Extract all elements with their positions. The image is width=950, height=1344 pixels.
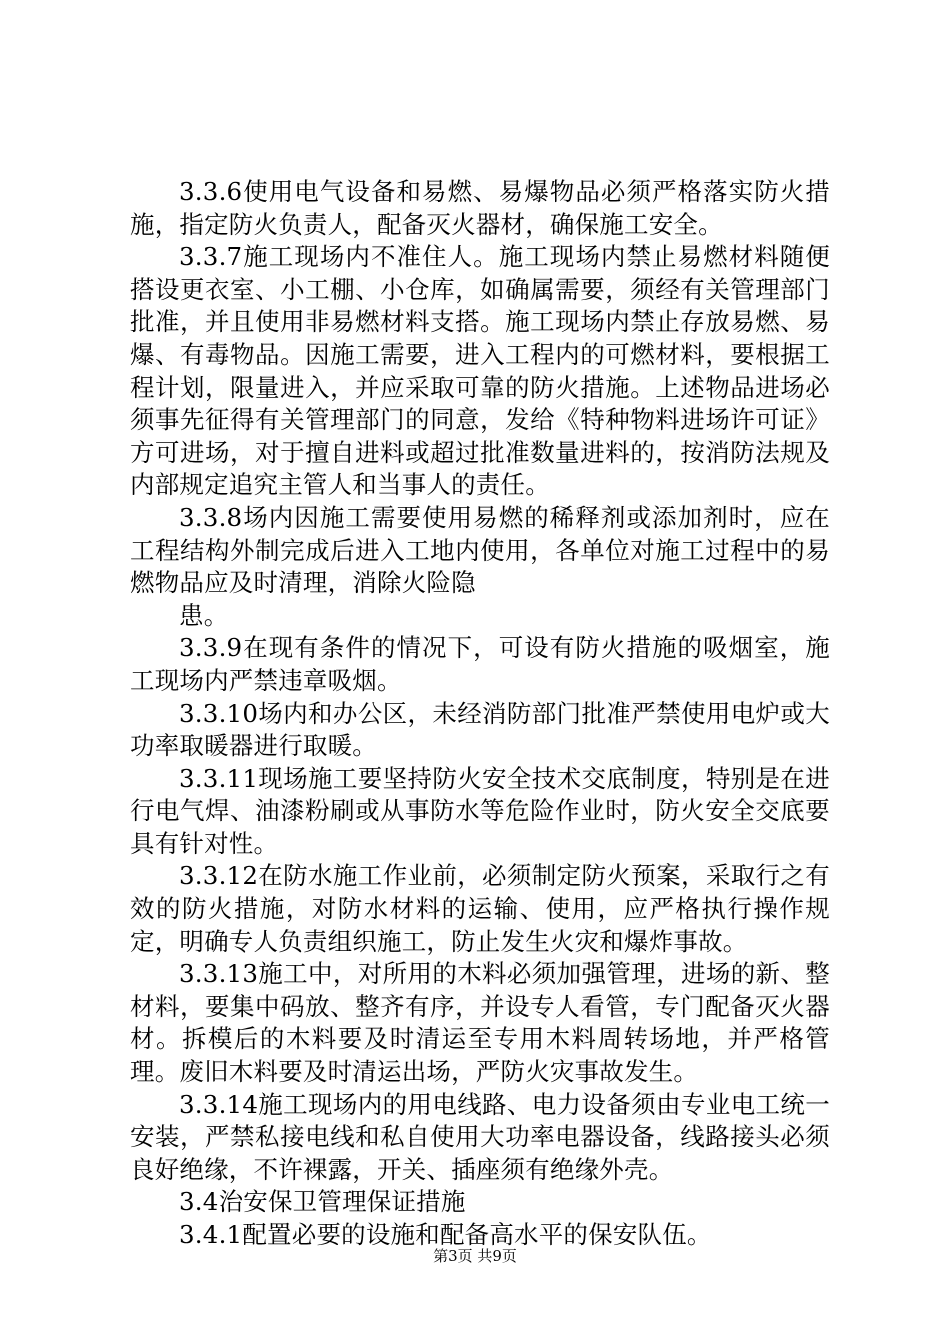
page-number-footer: 第3页 共9页 <box>433 1247 517 1265</box>
paragraph-3-3-13: 3.3.13施工中，对所用的木料必须加强管理，进场的新、整材料，要集中码放、整齐有序，并设专人看管，专门配备灭火器材。拆模后的木料要及时清运至专用木料周转场地，并严格管理。废旧木料要及时清运出场，严防火灾事故发生。 <box>130 959 830 1087</box>
paragraph-3-3-12: 3.3.12在防水施工作业前，必须制定防火预案，采取行之有效的防火措施，对防水材料的运输、使用，应严格执行操作规定，明确专人负责组织施工，防止发生火灾和爆炸事故。 <box>130 861 830 956</box>
paragraph-3-3-14: 3.3.14施工现场内的用电线路、电力设备须由专业电工统一安装，严禁私接电线和私自使用大功率电器设备，线路接头必须良好绝缘，不许裸露，开关、插座须有绝缘外壳。 <box>130 1089 830 1184</box>
document-body <box>130 176 830 1252</box>
paragraph-3-3-6: 3.3.6使用电气设备和易燃、易爆物品必须严格落实防火措施，指定防火负责人，配备灭火器材，确保施工安全。 <box>130 177 830 239</box>
paragraph-3-3-8: 3.3.8场内因施工需要使用易燃的稀释剂或添加剂时，应在工程结构外制完成后进入工地内使用，各单位对施工过程中的易燃物品应及时清理，消除火险隐 <box>130 502 830 598</box>
paragraph-3-3-8-continuation: 患。 <box>179 600 229 630</box>
paragraph-3-3-10: 3.3.10场内和办公区，未经消防部门批准严禁使用电炉或大功率取暖器进行取暖。 <box>130 698 830 761</box>
section-heading-3-4: 3.4治安保卫管理保证措施 <box>179 1187 466 1217</box>
paragraph-3-3-7: 3.3.7施工现场内不准住人。施工现场内禁止易燃材料随便搭设更衣室、小工棚、小仓库，如确属需要，须经有关管理部门批准，并且使用非易燃材料支搭。施工现场内禁止存放易燃、易爆、有毒物品。因施工需要，进入工程内的可燃材料，要根据工程计划，限量进入，并应采取可靠的防火措施。上述物品进场必须事先征得有关管理部门的同意，发给《特种物料进场许可证》方可进场，对于擅自进料或超过批准数量进料的，按消防法规及内部规定追究主管人和当事人的责任。 <box>130 242 830 500</box>
paragraph-3-3-11: 3.3.11现场施工要坚持防火安全技术交底制度，特别是在进行电气焊、油漆粉刷或从事防水等危险作业时，防火安全交底要具有针对性。 <box>130 763 830 858</box>
paragraph-3-3-9: 3.3.9在现有条件的情况下，可设有防火措施的吸烟室，施工现场内严禁违章吸烟。 <box>130 633 830 695</box>
paragraph-3-4-1: 3.4.1配置必要的设施和配备高水平的保安队伍。 <box>179 1220 712 1249</box>
